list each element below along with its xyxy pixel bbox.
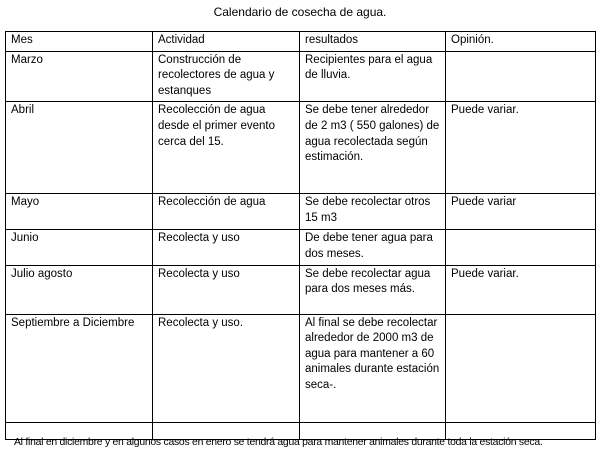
- cell-resultados: Se debe recolectar otros 15 m3: [300, 194, 446, 230]
- cell-mes: Junio: [6, 230, 153, 265]
- cell-opinion: Puede variar.: [446, 265, 596, 314]
- cell-mes: Mayo: [6, 194, 153, 230]
- table-row-julio-agosto: [6, 265, 596, 314]
- table-row-abril: [6, 102, 596, 194]
- water-harvest-calendar-table: [5, 31, 596, 440]
- document-title: Calendario de cosecha de agua.: [213, 5, 387, 19]
- cell-actividad: Recolección de agua desde el primer evento cerca del 15.: [153, 102, 300, 194]
- cell-opinion: [446, 230, 596, 265]
- table-row-mayo: [6, 194, 596, 230]
- cell-opinion: Puede variar.: [446, 102, 596, 194]
- cell-mes: Septiembre a Diciembre: [6, 314, 153, 422]
- table-row-septiembre-diciembre: [6, 314, 596, 422]
- cell-mes: Marzo: [6, 51, 153, 102]
- cell-mes: Julio agosto: [6, 265, 153, 314]
- table-header-row: [6, 32, 596, 52]
- footnote: Al final en diciembre y en algunos casos en enero se tendrá agua para mantener animales durante toda la estación seca.: [14, 437, 543, 448]
- cell-actividad: Recolecta y uso.: [153, 314, 300, 422]
- cell-resultados: Recipientes para el agua de lluvia.: [300, 51, 446, 102]
- cell-actividad: Recolección de agua: [153, 194, 300, 230]
- cell-resultados: De debe tener agua para dos meses.: [300, 230, 446, 265]
- cell-opinion: [446, 314, 596, 422]
- cell-resultados: Al final se debe recolectar alrededor de 2000 m3 de agua para mantener a 60 animales durante estación seca-.: [300, 314, 446, 422]
- cell-opinion: Puede variar: [446, 194, 596, 230]
- cell-resultados: Se debe recolectar agua para dos meses más.: [300, 265, 446, 314]
- header-cell-actividad: Actividad: [153, 32, 300, 52]
- header-cell-mes: Mes: [6, 32, 153, 52]
- cell-mes: Abril: [6, 102, 153, 194]
- cell-actividad: Recolecta y uso: [153, 265, 300, 314]
- table-row-marzo: [6, 51, 596, 102]
- header-cell-resultados: resultados: [300, 32, 446, 52]
- cell-opinion: [446, 51, 596, 102]
- cell-resultados: Se debe tener alrededor de 2 m3 ( 550 galones) de agua recolectada según estimación.: [300, 102, 446, 194]
- cell-actividad: Recolecta y uso: [153, 230, 300, 265]
- cell-actividad: Construcción de recolectores de agua y estanques: [153, 51, 300, 102]
- table-row-junio: [6, 230, 596, 265]
- header-cell-opinion: Opinión.: [446, 32, 596, 52]
